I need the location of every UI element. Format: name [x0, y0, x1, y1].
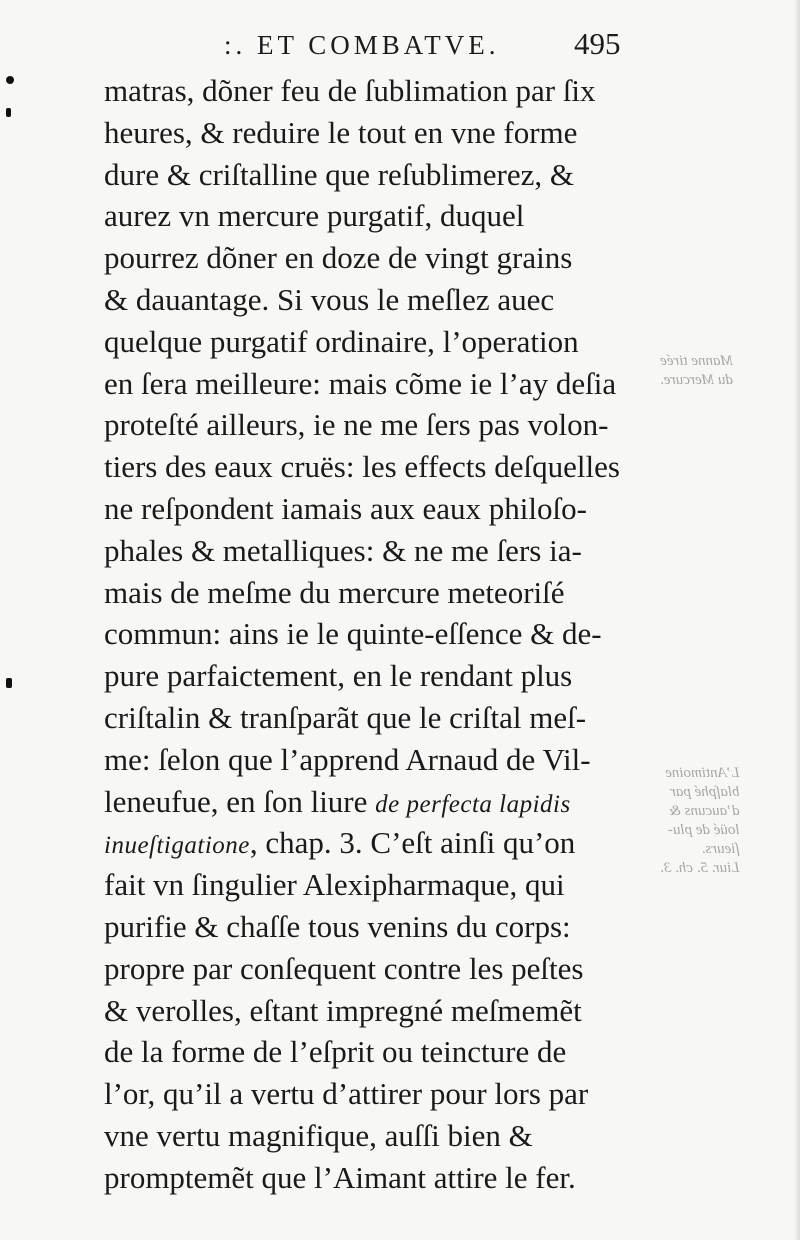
margin-note-bleedthrough: [660, 352, 733, 390]
text-line: pure parfaictement, en le rendant plus: [104, 658, 573, 694]
text-line: aurez vn mercure purgatif, duquel: [104, 198, 525, 234]
text-line: & dauantage. Si vous le meſlez auec: [104, 281, 555, 317]
text-line: proteſté ailleurs, ie ne me ſers pas volon-: [104, 407, 609, 443]
margin-note-line: blaſphé par: [670, 784, 740, 800]
margin-note-line: du Mercure.: [660, 372, 734, 388]
text-run: , chap. 3. C’eſt ainſi qu’on: [249, 825, 576, 861]
text-line: l’or, qu’il a vertu d’attirer pour lors par: [104, 1076, 589, 1112]
margin-note-line: Liur. 5. ch. 3.: [660, 860, 740, 876]
italic-title: inueſtigatione: [104, 832, 250, 860]
text-line: & verolles, eſtant impregné meſmemẽt: [104, 992, 582, 1028]
margin-note-line: Manne tirée: [660, 353, 734, 369]
body-text: [104, 70, 644, 1199]
margin-mark: [6, 678, 12, 688]
text-line: phales & metalliques: & ne me ſers ia-: [104, 532, 582, 568]
margin-mark: [6, 108, 11, 117]
text-line: dure & criſtalline que reſublimerez, &: [104, 156, 574, 192]
page-edge-shadow: [794, 0, 800, 1240]
text-line: propre par conſequent contre les peſtes: [104, 950, 584, 986]
text-line: ne reſpondent iamais aux eaux philoſo-: [104, 490, 587, 526]
text-line: vne vertu magnifique, auſſi bien &: [104, 1117, 533, 1153]
text-line: [104, 822, 644, 864]
text-line: tiers des eaux cruës: les effects deſquelles: [104, 449, 620, 485]
text-line: purifie & chaſſe tous venins du corps:: [104, 908, 571, 944]
text-line: heures, & reduire le tout en vne forme: [104, 114, 578, 150]
text-line: matras, dõner feu de ſublimation par ſix: [104, 73, 596, 108]
text-line: en ſera meilleure: mais cõme ie l’ay deſia: [104, 365, 617, 401]
text-line: commun: ains ie le quinte-eſſence & de-: [104, 616, 602, 652]
page-header: [190, 26, 640, 66]
margin-note-line: ſieurs.: [701, 841, 740, 857]
text-line: quelque purgatif ordinaire, l’operation: [104, 323, 579, 359]
text-line: fait vn ſingulier Alexipharmaque, qui: [104, 867, 565, 903]
margin-note-line: L’Antimoine: [665, 765, 740, 781]
text-line: pourrez dõner en doze de vingt grains: [104, 240, 573, 276]
running-head: :. ET COMBATVE.: [224, 30, 500, 60]
text-line: promptemẽt que l’Aimant attire le fer.: [104, 1159, 576, 1195]
italic-title: de perfecta lapidis: [375, 790, 571, 818]
text-line: me: ſelon que l’apprend Arnaud de Vil-: [104, 741, 591, 777]
text-line: de la forme de l’eſprit ou teincture de: [104, 1034, 567, 1070]
page-number: 495: [574, 26, 621, 61]
margin-note-bleedthrough: [660, 764, 740, 878]
margin-note-line: d’aucuns &: [669, 803, 740, 819]
margin-mark: [6, 76, 14, 84]
text-line: mais de meſme du mercure meteoriſé: [104, 574, 565, 610]
text-line: criſtalin & tranſparãt que le criſtal meſ-: [104, 699, 587, 735]
margin-note-line: loüé de plu-: [667, 822, 740, 838]
text-line: [104, 781, 644, 823]
text-run: leneufue, en ſon liure: [104, 783, 376, 819]
